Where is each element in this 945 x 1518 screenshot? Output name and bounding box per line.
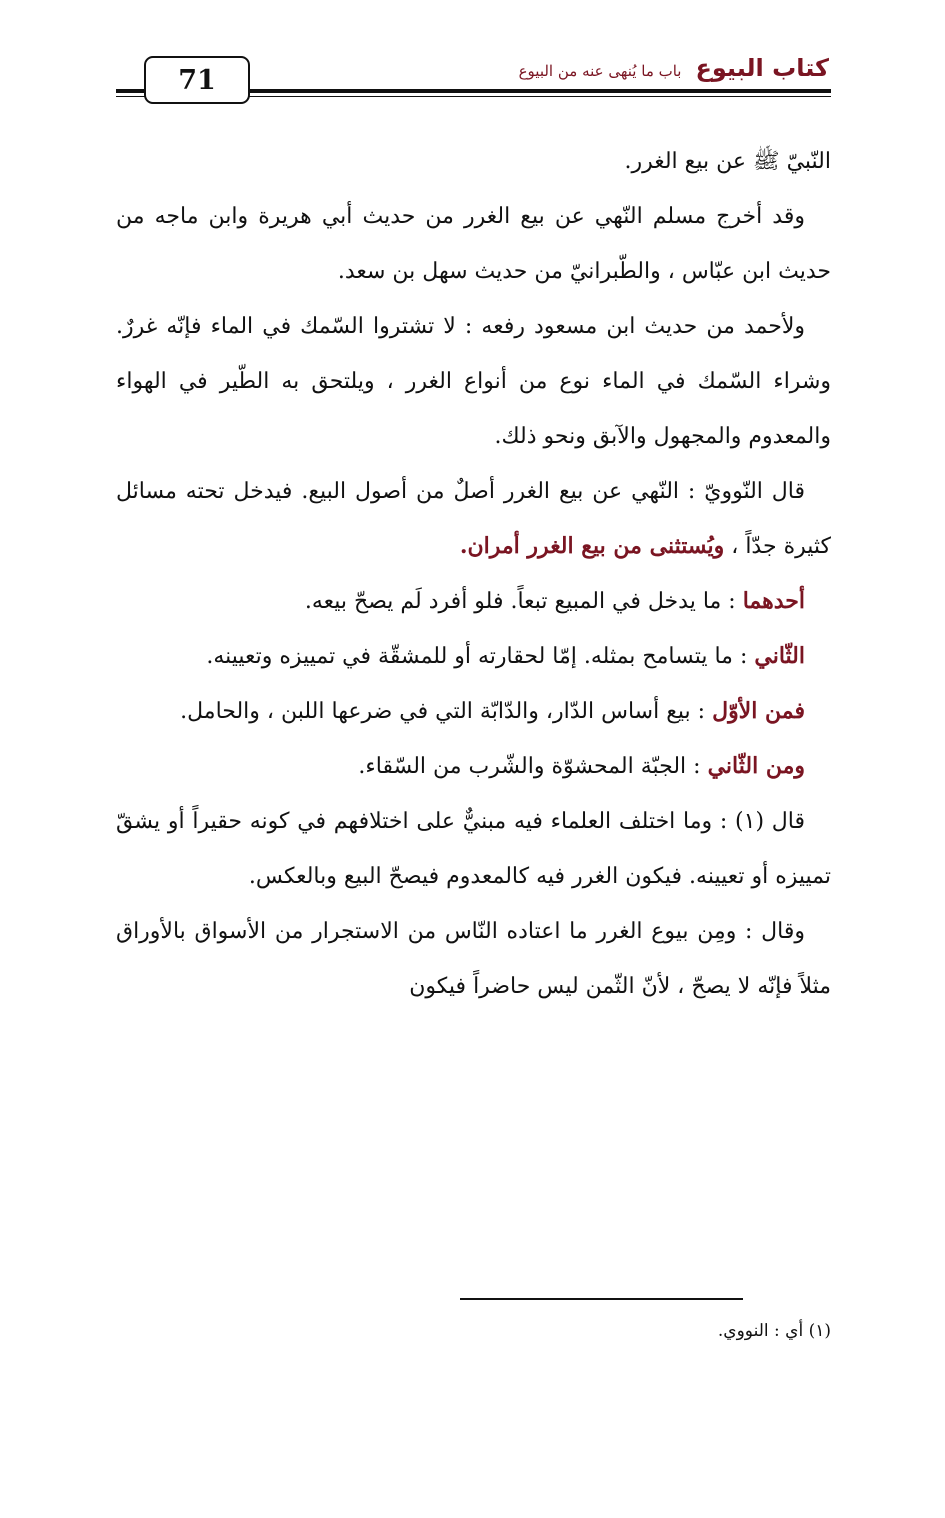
highlighted-term: الثّاني	[754, 643, 805, 669]
paragraph	[116, 739, 831, 794]
highlighted-term: أحدهما	[742, 588, 805, 614]
text-run: : ما يتسامح بمثله. إمّا لحقارته أو للمشقّة في تمييزه وتعيينه.	[206, 644, 755, 669]
paragraph	[116, 134, 831, 189]
footnote-separator	[460, 1298, 743, 1300]
text-run: وقال : ومِن بيوع الغرر ما اعتاده النّاس من الاستجرار من الأسواق بالأوراق مثلاً فإنّه لا يصحّ ، لأنّ الثّمن ليس حاضراً فيكون	[116, 919, 831, 999]
page-number: 71	[178, 64, 216, 96]
paragraph	[116, 464, 831, 574]
text-run: : الجبّة المحشوّة والشّرب من السّقاء.	[358, 754, 708, 779]
text-run: وقد أخرج مسلم النّهي عن بيع الغرر من حديث أبي هريرة وابن ماجه من حديث ابن عبّاس ، والطّبرانيّ من حديث سهل بن سعد.	[116, 204, 831, 284]
paragraph	[116, 629, 831, 684]
body-text	[116, 134, 831, 1014]
paragraph	[116, 299, 831, 464]
running-head	[519, 54, 829, 88]
page-header	[0, 0, 945, 110]
book-title: كتاب البيوع	[695, 54, 829, 82]
paragraph	[116, 574, 831, 629]
text-run: : ما يدخل في المبيع تبعاً. فلو أفرد لَم يصحّ بيعه.	[304, 589, 743, 614]
highlighted-term: ومن الثّاني	[707, 753, 805, 779]
paragraph	[116, 794, 831, 904]
footnote: (١) أي : النووي.	[717, 1321, 831, 1341]
text-run: قال (١) : وما اختلف العلماء فيه مبنيٌّ على اختلافهم في كونه حقيراً أو يشقّ تمييزه أو تعيينه. فيكون الغرر فيه كالمعدوم فيصحّ البيع وبالعكس.	[116, 809, 831, 889]
footnotes	[116, 1316, 831, 1346]
paragraph	[116, 904, 831, 1014]
text-run: النّبيّ ﷺ عن بيع الغرر.	[624, 149, 831, 174]
paragraph	[116, 189, 831, 299]
highlighted-term: فمن الأوّل	[712, 698, 805, 724]
page-number-box	[144, 56, 250, 104]
text-run: قال النّوويّ : النّهي عن بيع الغرر أصلٌ من أصول البيع. فيدخل تحته مسائل كثيرة جدّاً ،	[116, 479, 831, 559]
text-run: ولأحمد من حديث ابن مسعود رفعه : لا تشتروا السّمك في الماء فإنّه غررٌ. وشراء السّمك في الماء نوع من أنواع الغرر ، ويلتحق به الطّير في الهواء والمعدوم والمجهول والآبق ونحو ذلك.	[116, 314, 831, 449]
text-run: : بيع أساس الدّار، والدّابّة التي في ضرعها اللبن ، والحامل.	[180, 699, 713, 724]
paragraph	[116, 684, 831, 739]
chapter-title: باب ما يُنهى عنه من البيوع	[518, 62, 682, 80]
highlighted-term: ويُستثنى من بيع الغرر أمران.	[459, 533, 725, 559]
